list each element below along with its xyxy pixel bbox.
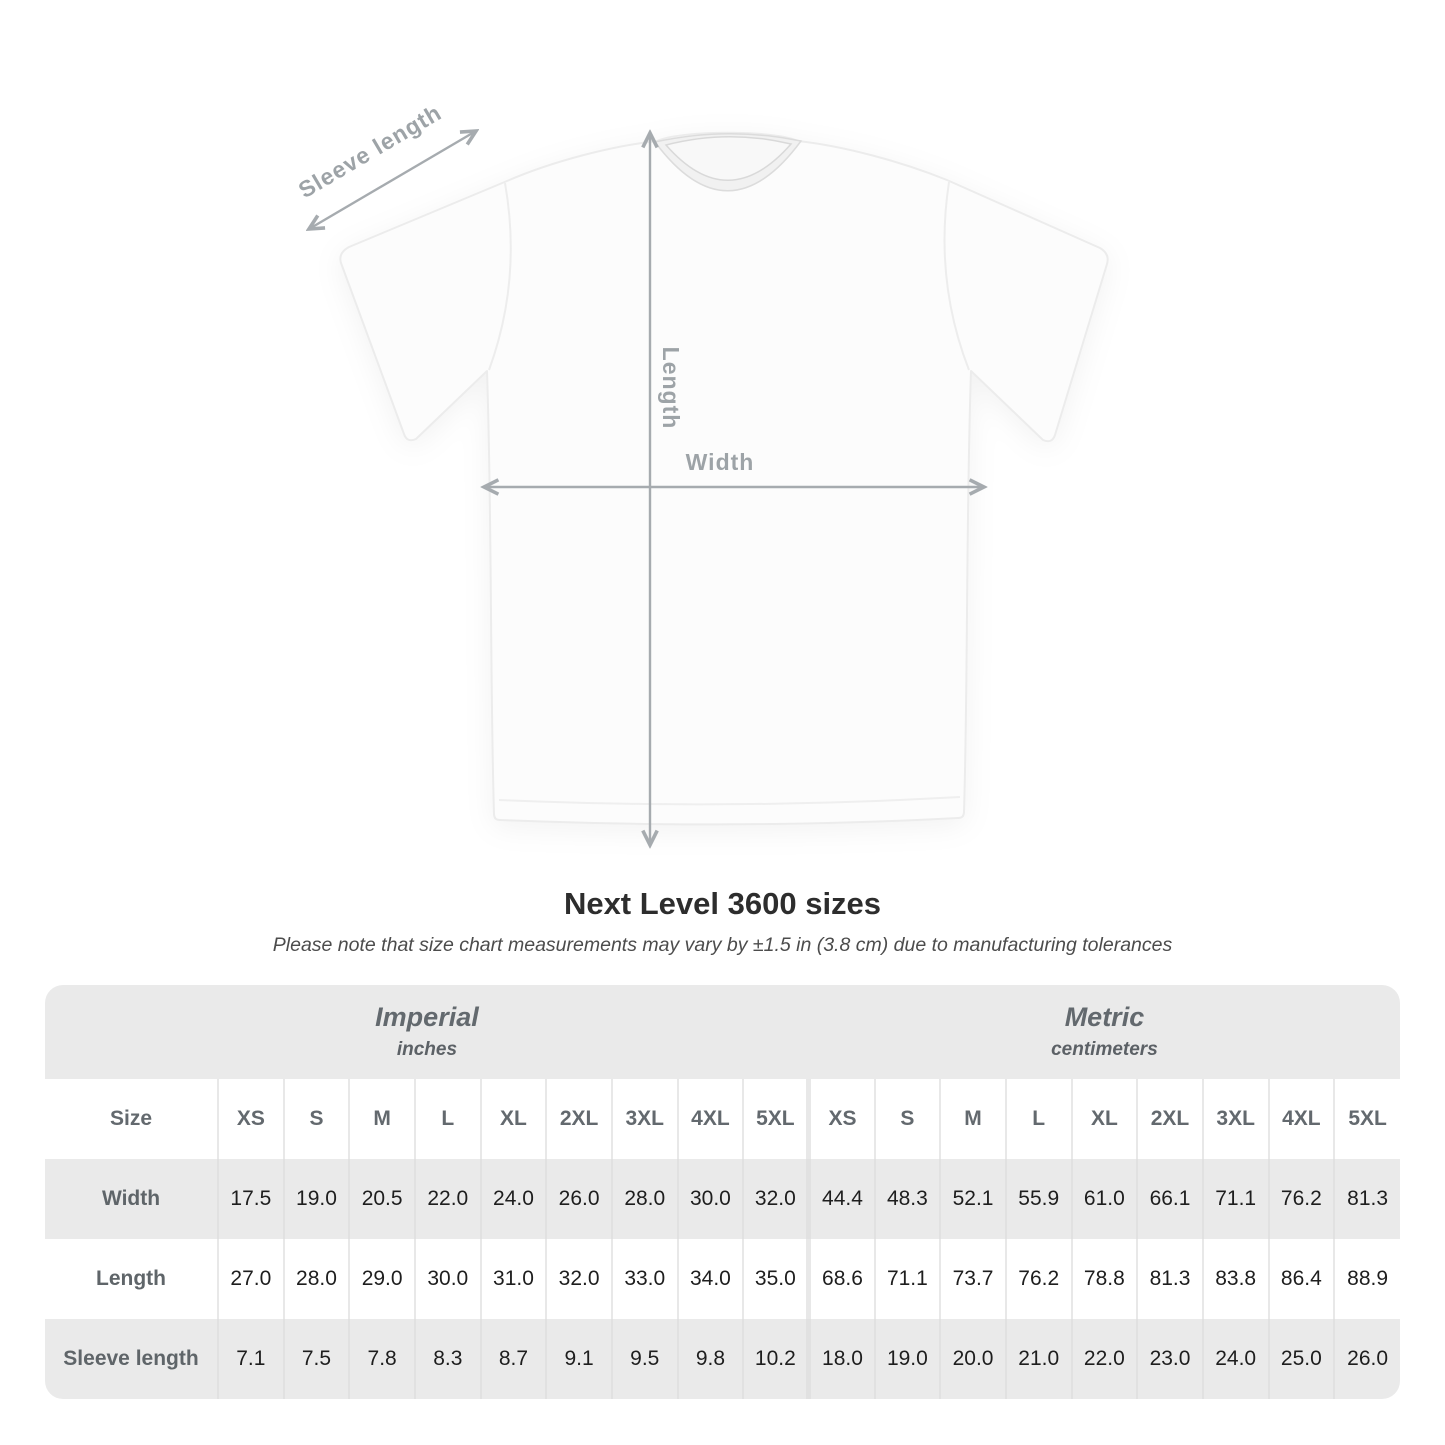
- length-imperial-4xl: 34.0: [678, 1239, 744, 1319]
- length-imperial-m: 29.0: [349, 1239, 415, 1319]
- sleeve-imperial-l: 8.3: [415, 1319, 481, 1399]
- size-header-metric-m: M: [940, 1079, 1006, 1159]
- imperial-section-unit: inches: [396, 1038, 458, 1060]
- size-header-imperial-s: S: [284, 1079, 350, 1159]
- width-metric-m: 52.1: [940, 1159, 1006, 1239]
- size-header-metric-5xl: 5XL: [1334, 1079, 1400, 1159]
- width-imperial-3xl: 28.0: [612, 1159, 678, 1239]
- row-label-sleeve-length: Sleeve length: [63, 1347, 199, 1370]
- size-table: [45, 985, 1400, 1399]
- width-imperial-4xl: 30.0: [678, 1159, 744, 1239]
- length-imperial-5xl: 35.0: [743, 1239, 809, 1319]
- sleeve-metric-xs: 18.0: [809, 1319, 875, 1399]
- size-header-metric-4xl: 4XL: [1269, 1079, 1335, 1159]
- width-imperial-m: 20.5: [349, 1159, 415, 1239]
- size-header-imperial-5xl: 5XL: [743, 1079, 809, 1159]
- size-header-imperial-3xl: 3XL: [612, 1079, 678, 1159]
- size-header-metric-xl: XL: [1072, 1079, 1138, 1159]
- sleeve-metric-2xl: 23.0: [1137, 1319, 1203, 1399]
- sleeve-imperial-xl: 8.7: [481, 1319, 547, 1399]
- size-header-imperial-xs: XS: [218, 1079, 284, 1159]
- sleeve-imperial-4xl: 9.8: [678, 1319, 744, 1399]
- length-metric-xl: 78.8: [1072, 1239, 1138, 1319]
- size-header-imperial-4xl: 4XL: [678, 1079, 744, 1159]
- size-header-imperial-2xl: 2XL: [546, 1079, 612, 1159]
- width-metric-xl: 61.0: [1072, 1159, 1138, 1239]
- length-metric-m: 73.7: [940, 1239, 1006, 1319]
- width-metric-xs: 44.4: [809, 1159, 875, 1239]
- length-imperial-l: 30.0: [415, 1239, 481, 1319]
- page-title: Next Level 3600 sizes: [563, 886, 882, 921]
- unit-section-row: [45, 985, 1400, 1079]
- length-metric-s: 71.1: [875, 1239, 941, 1319]
- width-metric-5xl: 81.3: [1334, 1159, 1400, 1239]
- metric-section-header: [809, 985, 1400, 1079]
- table-row-length: [45, 1239, 1400, 1319]
- width-metric-s: 48.3: [875, 1159, 941, 1239]
- title-block: [0, 886, 1445, 957]
- size-header-metric-2xl: 2XL: [1137, 1079, 1203, 1159]
- length-metric-5xl: 88.9: [1334, 1239, 1400, 1319]
- row-label-length: Length: [96, 1267, 166, 1290]
- sleeve-metric-3xl: 24.0: [1203, 1319, 1269, 1399]
- length-imperial-xs: 27.0: [218, 1239, 284, 1319]
- width-metric-4xl: 76.2: [1269, 1159, 1335, 1239]
- metric-section-title: Metric: [1064, 1002, 1145, 1033]
- size-header-row: [45, 1079, 1400, 1159]
- length-label: Length: [658, 346, 684, 430]
- length-metric-l: 76.2: [1006, 1239, 1072, 1319]
- width-imperial-l: 22.0: [415, 1159, 481, 1239]
- imperial-section-header: [45, 985, 809, 1079]
- sleeve-metric-s: 19.0: [875, 1319, 941, 1399]
- sleeve-metric-m: 20.0: [940, 1319, 1006, 1399]
- sleeve-imperial-s: 7.5: [284, 1319, 350, 1399]
- sleeve-metric-l: 21.0: [1006, 1319, 1072, 1399]
- imperial-section-title: Imperial: [375, 1002, 479, 1033]
- size-header-metric-l: L: [1006, 1079, 1072, 1159]
- length-metric-3xl: 83.8: [1203, 1239, 1269, 1319]
- size-header-imperial-m: M: [349, 1079, 415, 1159]
- length-imperial-xl: 31.0: [481, 1239, 547, 1319]
- sleeve-metric-4xl: 25.0: [1269, 1319, 1335, 1399]
- sleeve-imperial-m: 7.8: [349, 1319, 415, 1399]
- length-metric-4xl: 86.4: [1269, 1239, 1335, 1319]
- size-column-header: Size: [45, 1079, 218, 1159]
- sleeve-imperial-2xl: 9.1: [546, 1319, 612, 1399]
- width-label: Width: [685, 449, 755, 475]
- width-imperial-xl: 24.0: [481, 1159, 547, 1239]
- size-header-metric-s: S: [875, 1079, 941, 1159]
- length-imperial-2xl: 32.0: [546, 1239, 612, 1319]
- table-row-width: [45, 1159, 1400, 1239]
- row-label-width: Width: [101, 1187, 161, 1210]
- size-header-imperial-xl: XL: [481, 1079, 547, 1159]
- width-imperial-s: 19.0: [284, 1159, 350, 1239]
- sleeve-imperial-5xl: 10.2: [743, 1319, 809, 1399]
- size-table-container: [45, 985, 1400, 1399]
- sleeve-length-label: Sleeve length: [293, 98, 447, 204]
- size-header-metric-xs: XS: [809, 1079, 875, 1159]
- length-metric-2xl: 81.3: [1137, 1239, 1203, 1319]
- length-imperial-s: 28.0: [284, 1239, 350, 1319]
- size-header-imperial-l: L: [415, 1079, 481, 1159]
- tshirt-body: [340, 133, 1107, 825]
- width-metric-2xl: 66.1: [1137, 1159, 1203, 1239]
- width-metric-3xl: 71.1: [1203, 1159, 1269, 1239]
- sleeve-metric-xl: 22.0: [1072, 1319, 1138, 1399]
- width-metric-l: 55.9: [1006, 1159, 1072, 1239]
- width-imperial-2xl: 26.0: [546, 1159, 612, 1239]
- metric-section-unit: centimeters: [1051, 1038, 1158, 1060]
- length-metric-xs: 68.6: [809, 1239, 875, 1319]
- size-header-metric-3xl: 3XL: [1203, 1079, 1269, 1159]
- tshirt-illustration: [340, 133, 1107, 825]
- sleeve-metric-5xl: 26.0: [1334, 1319, 1400, 1399]
- width-imperial-xs: 17.5: [218, 1159, 284, 1239]
- sleeve-imperial-3xl: 9.5: [612, 1319, 678, 1399]
- tolerance-note: Please note that size chart measurements may vary by ±1.5 in (3.8 cm) due to manufacturing tolerances: [272, 934, 1173, 956]
- sleeve-imperial-xs: 7.1: [218, 1319, 284, 1399]
- width-imperial-5xl: 32.0: [743, 1159, 809, 1239]
- table-row-sleeve-length: [45, 1319, 1400, 1399]
- length-imperial-3xl: 33.0: [612, 1239, 678, 1319]
